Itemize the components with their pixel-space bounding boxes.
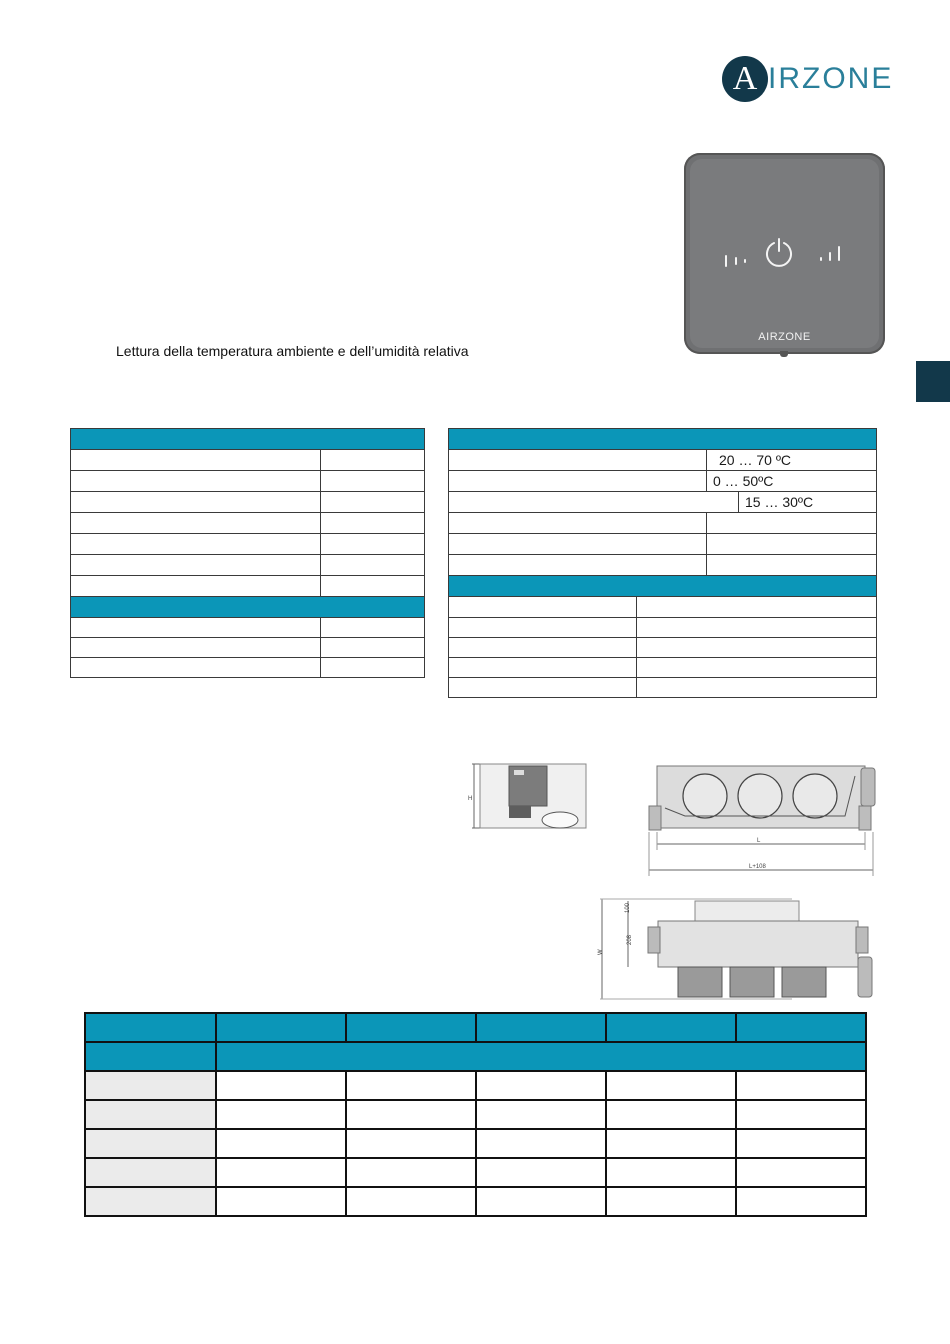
table-row (449, 534, 877, 555)
section-tab-marker (916, 361, 950, 402)
table-row (71, 618, 425, 638)
table-header (71, 597, 425, 618)
fan-3-icon (793, 774, 837, 818)
top-view-drawing (592, 895, 877, 1003)
motor-2-icon (730, 967, 774, 997)
dim-h-label: H (468, 796, 473, 802)
table-row (71, 471, 425, 492)
table-header (449, 576, 877, 597)
fan-2-icon (738, 774, 782, 818)
thermostat-image (684, 153, 885, 354)
table-row (71, 492, 425, 513)
right-spec-table-lower (448, 596, 877, 698)
table-row (449, 658, 877, 678)
bottom-dimensions-table (84, 1012, 867, 1217)
table-row (71, 638, 425, 658)
motor-1-icon (678, 967, 722, 997)
table-row (449, 597, 877, 618)
fan-1-icon (683, 774, 727, 818)
table-row (85, 1129, 866, 1158)
table-row (71, 513, 425, 534)
thermostat-controls-graphic (690, 159, 879, 348)
dim-l-label: L (757, 838, 761, 844)
thermostat-sensor-nub (780, 351, 788, 357)
table-row (449, 618, 877, 638)
left-spec-table (70, 428, 425, 678)
airzone-logo (722, 56, 894, 106)
table-row (449, 638, 877, 658)
table-row (85, 1100, 866, 1129)
dim-208-label: 208 (627, 934, 633, 945)
table-row (85, 1187, 866, 1216)
logo-wordmark: IRZONE (768, 62, 894, 95)
table-row (71, 450, 425, 471)
table-row (71, 534, 425, 555)
right-spec-table (448, 428, 877, 597)
range-value-3: 15 … 30ºC (739, 492, 877, 513)
table-row (449, 450, 877, 471)
table-header (449, 429, 877, 450)
thermostat-face (690, 159, 879, 348)
table-row (449, 492, 877, 513)
thermostat-brand-label: AIRZONE (758, 331, 811, 343)
table-header (71, 429, 425, 450)
table-row (85, 1158, 866, 1187)
table-row (85, 1071, 866, 1100)
motor-3-icon (782, 967, 826, 997)
dim-100-label: 100 (625, 902, 631, 913)
table-row (449, 471, 877, 492)
range-value-1: 20 … 70 ºC (707, 450, 877, 471)
table-row (71, 658, 425, 678)
table-header-row (85, 1013, 866, 1042)
table-row (71, 555, 425, 576)
range-value-2: 0 … 50ºC (707, 471, 877, 492)
table-row (449, 513, 877, 534)
table-row (71, 576, 425, 597)
front-view-drawing (645, 762, 877, 878)
table-row (449, 555, 877, 576)
table-row (449, 678, 877, 698)
feature-caption: Lettura della temperatura ambiente e dell’umidità relativa (116, 343, 469, 359)
table-header-row (85, 1042, 866, 1071)
dim-l108-label: L+108 (749, 864, 766, 870)
dim-w-label: W (598, 949, 604, 955)
logo-mark: A (722, 56, 768, 102)
side-view-drawing (470, 762, 590, 832)
